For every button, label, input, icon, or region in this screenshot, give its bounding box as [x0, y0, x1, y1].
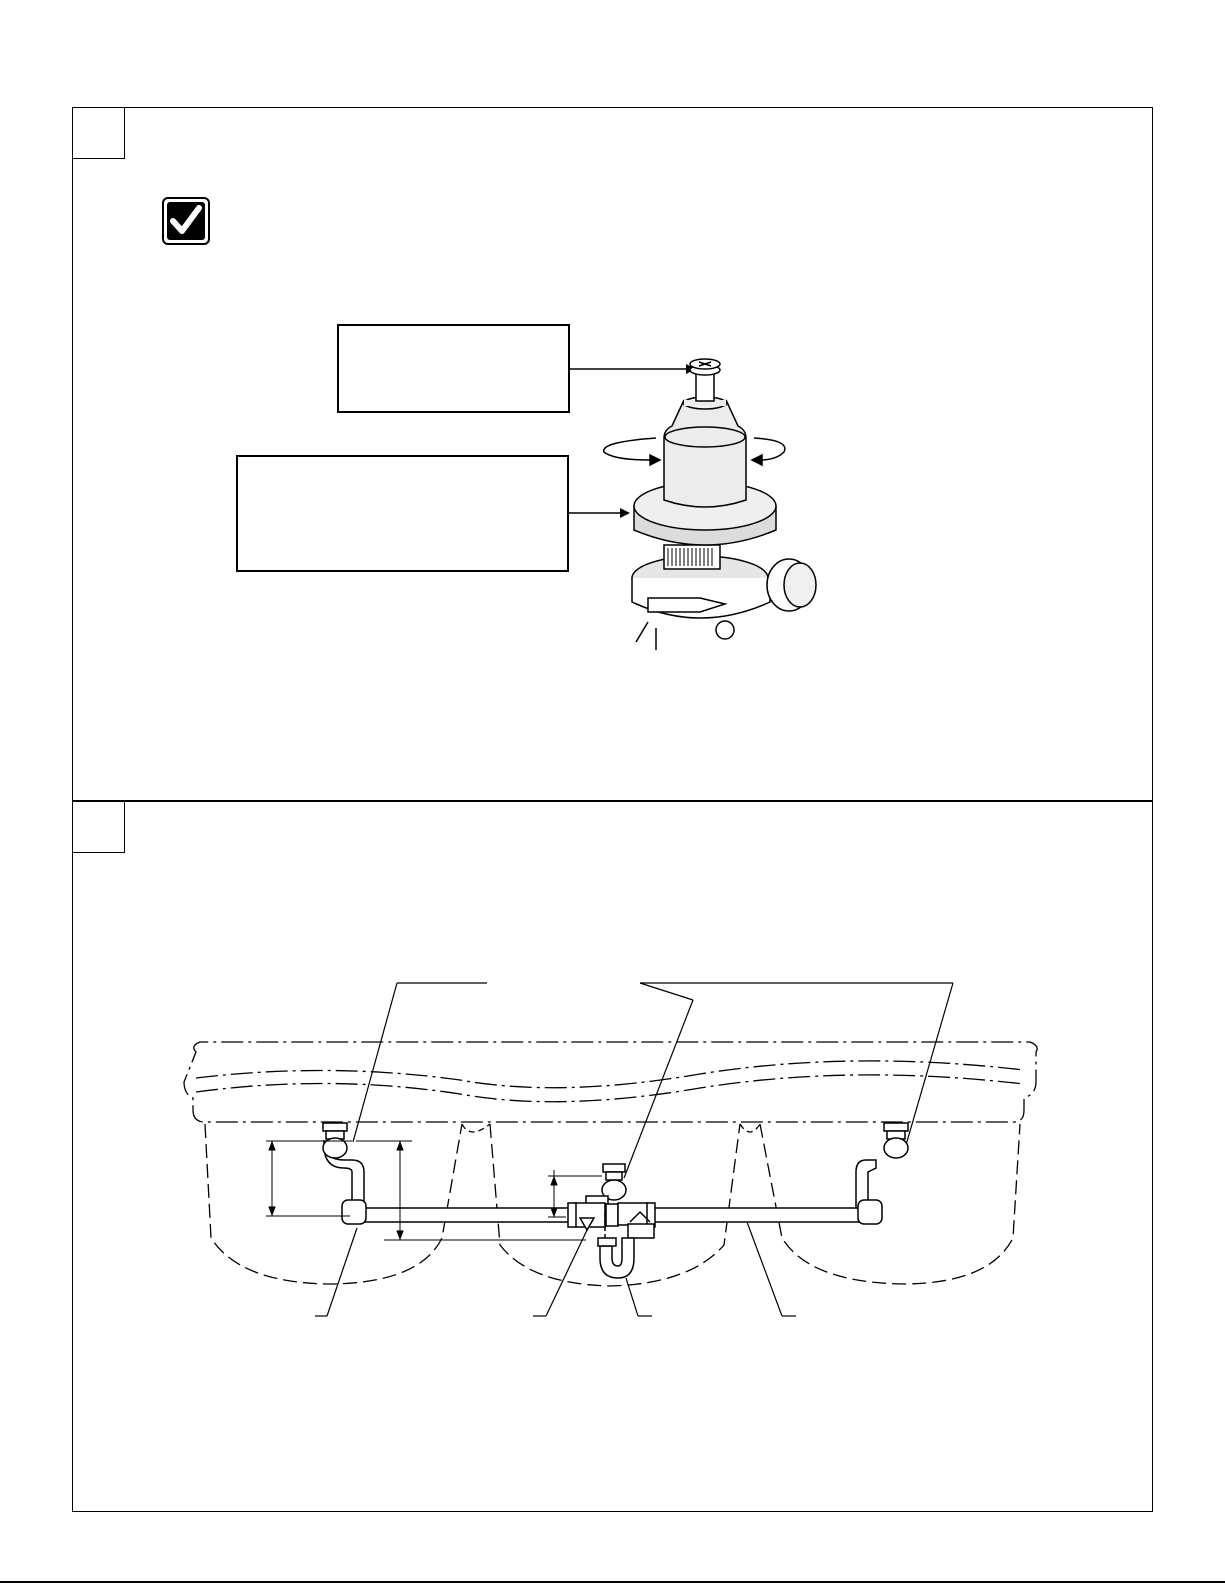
dimension-lines — [266, 1141, 602, 1240]
drain-assembly — [323, 1123, 908, 1278]
page-bottom-rule — [0, 1581, 1225, 1583]
bottom-leader-lines — [315, 1222, 796, 1316]
